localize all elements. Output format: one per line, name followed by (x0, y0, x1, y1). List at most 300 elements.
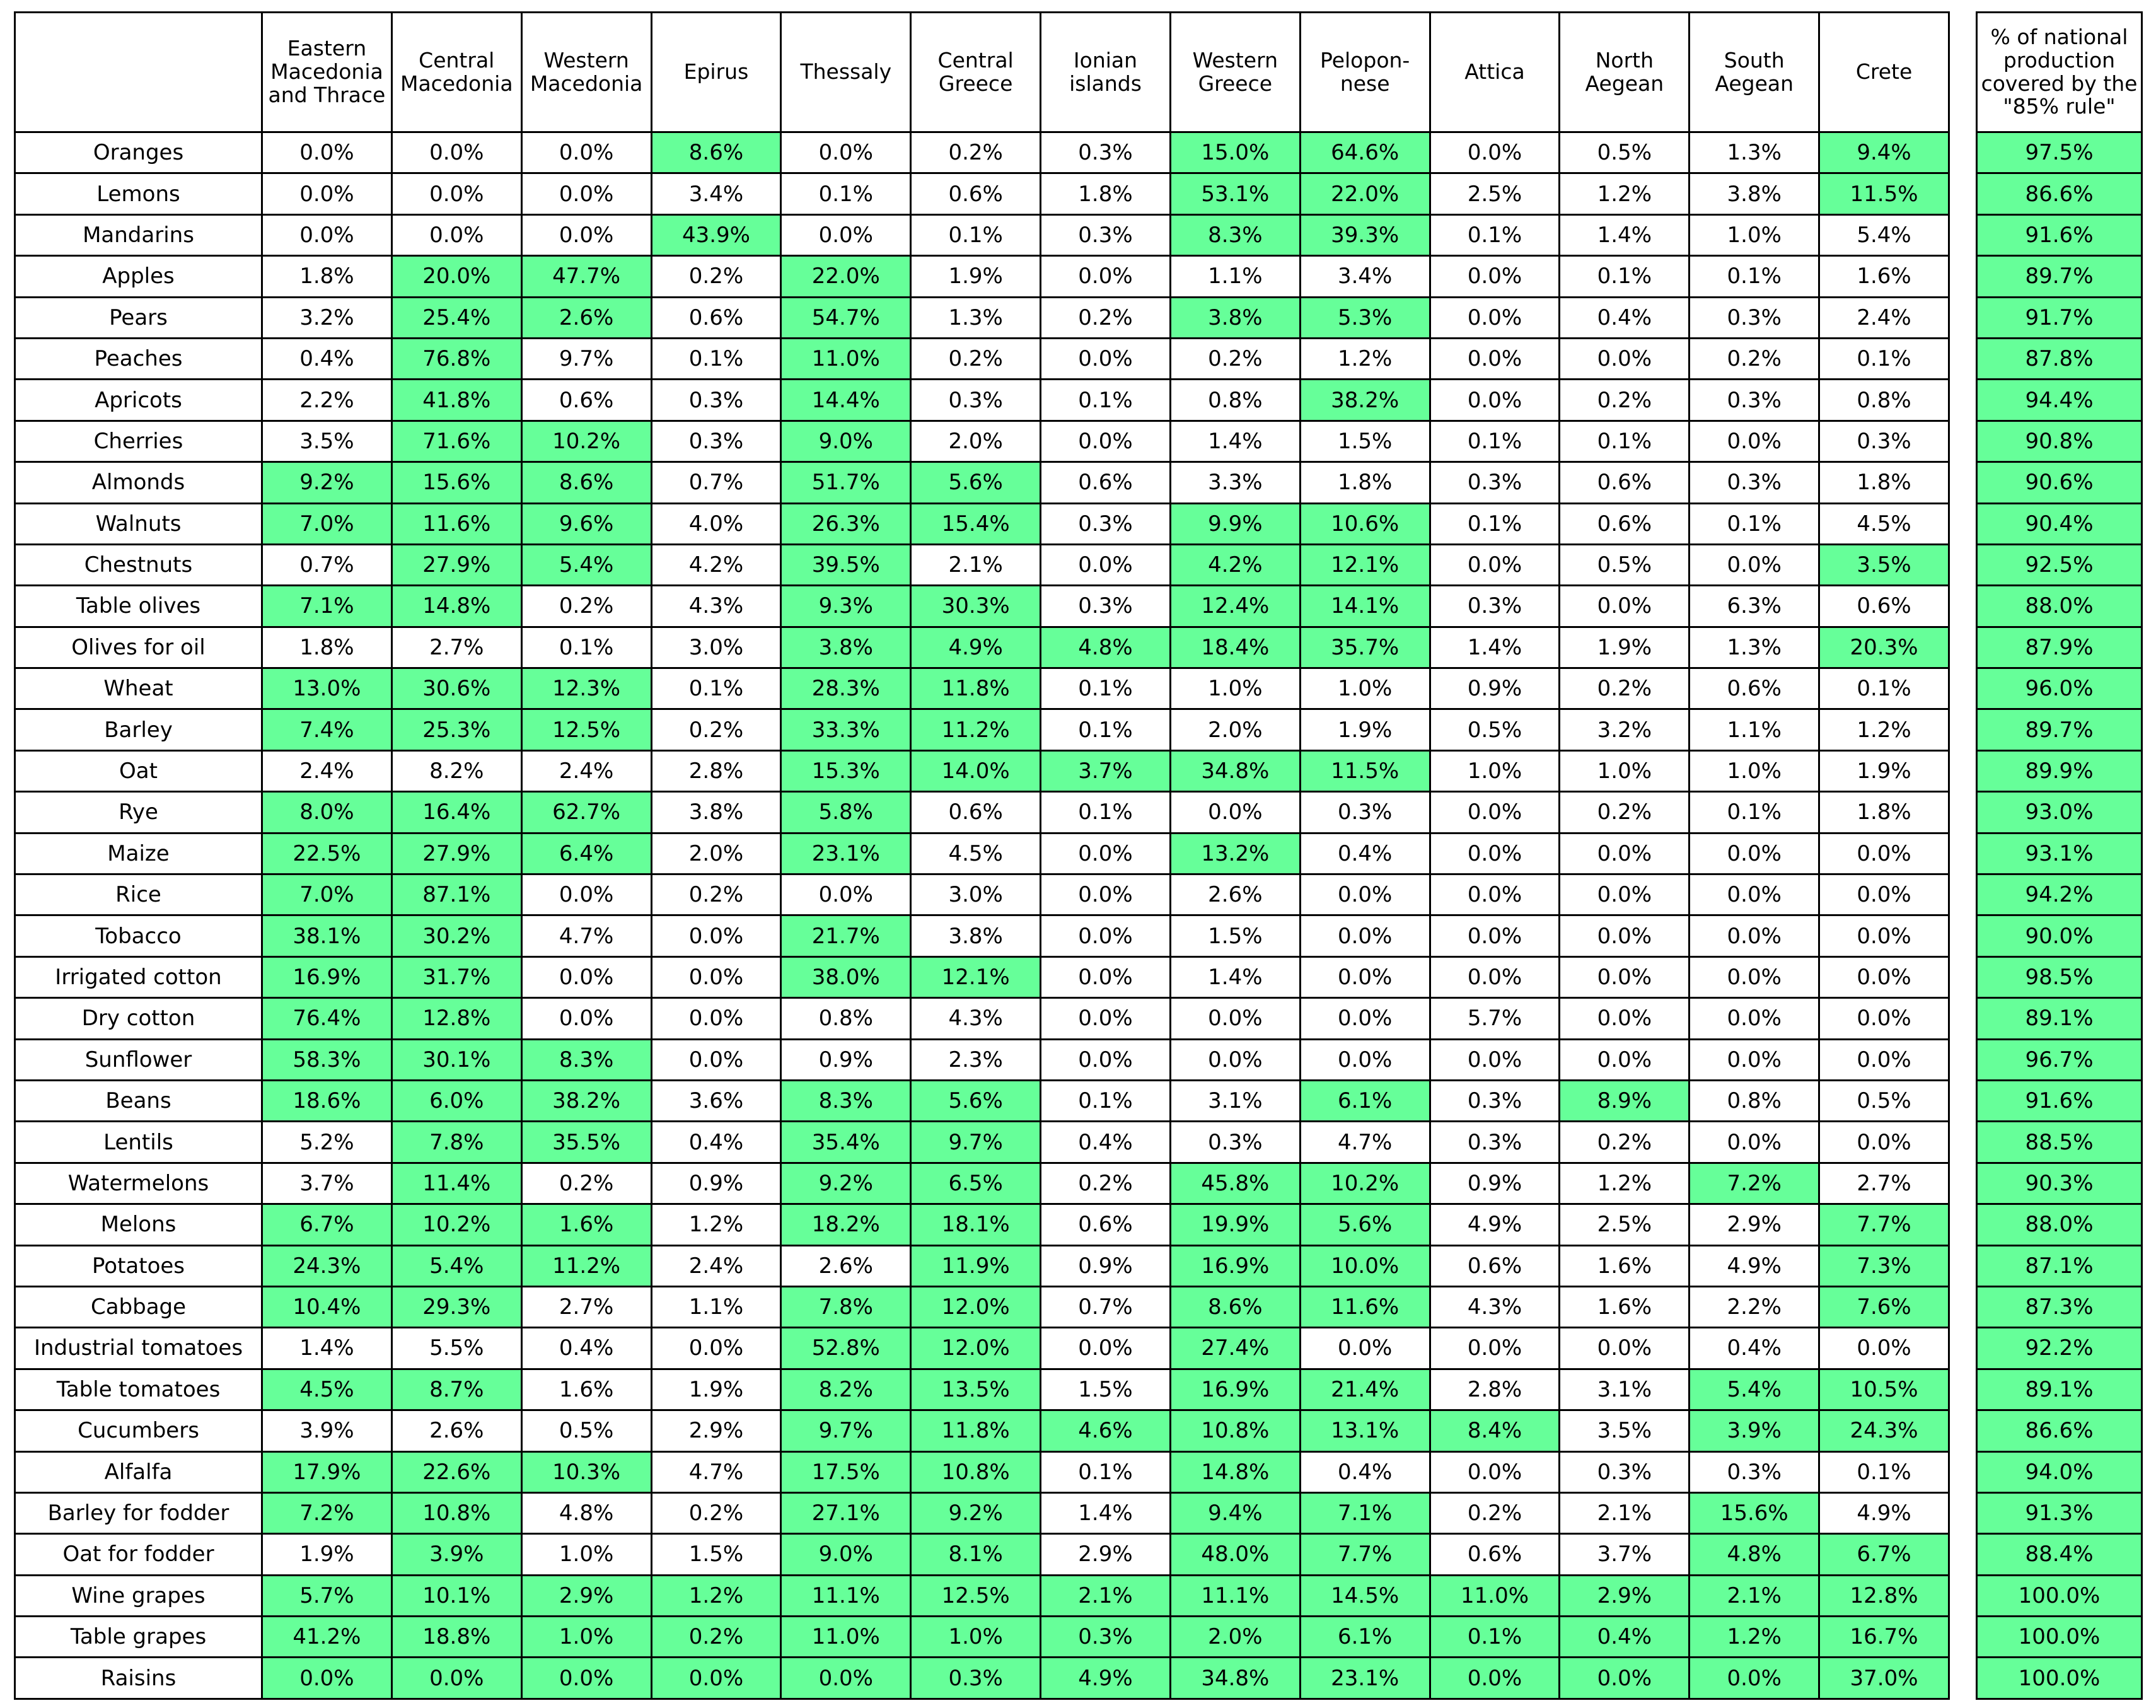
value-cell-cg: 15.4% (911, 503, 1041, 544)
value-cell-th: 0.1% (781, 173, 911, 214)
coverage-value-cell: 91.6% (1977, 1080, 2142, 1121)
value-cell-io: 0.1% (1041, 668, 1171, 709)
coverage-value-cell: 100.0% (1977, 1658, 2142, 1699)
coverage-value-cell: 89.1% (1977, 998, 2142, 1039)
value-cell-at: 0.0% (1430, 297, 1560, 338)
coverage-row (1977, 256, 2142, 297)
value-cell-at: 0.6% (1430, 1534, 1560, 1575)
row-label: Walnuts (15, 503, 262, 544)
value-cell-wg: 1.5% (1170, 915, 1300, 956)
value-cell-io: 0.0% (1041, 1328, 1171, 1369)
value-cell-wm: 0.2% (521, 1163, 651, 1204)
value-cell-cr: 0.0% (1819, 998, 1949, 1039)
coverage-value-cell: 98.5% (1977, 956, 2142, 997)
value-cell-cr: 0.1% (1819, 338, 1949, 379)
value-cell-sa: 0.3% (1689, 1451, 1819, 1492)
value-cell-io: 1.5% (1041, 1369, 1171, 1410)
value-cell-cg: 1.3% (911, 297, 1041, 338)
value-cell-th: 3.8% (781, 627, 911, 668)
value-cell-io: 0.3% (1041, 586, 1171, 627)
value-cell-cr: 5.4% (1819, 214, 1949, 255)
value-cell-io: 3.7% (1041, 750, 1171, 791)
coverage-row (1977, 833, 2142, 874)
value-cell-cm: 10.1% (391, 1575, 521, 1616)
coverage-value-cell: 94.2% (1977, 874, 2142, 915)
coverage-value-cell: 88.4% (1977, 1534, 2142, 1575)
value-cell-cr: 0.0% (1819, 1122, 1949, 1163)
value-cell-ep: 0.6% (651, 297, 781, 338)
row-label: Apples (15, 256, 262, 297)
value-cell-cr: 1.8% (1819, 792, 1949, 833)
value-cell-th: 0.9% (781, 1039, 911, 1080)
value-cell-wg: 0.0% (1170, 792, 1300, 833)
value-cell-pe: 0.3% (1300, 792, 1430, 833)
value-cell-pe: 6.1% (1300, 1617, 1430, 1658)
value-cell-io: 0.0% (1041, 833, 1171, 874)
value-cell-pe: 0.0% (1300, 1328, 1430, 1369)
row-label: Cabbage (15, 1286, 262, 1327)
value-cell-ep: 8.6% (651, 132, 781, 173)
value-cell-cm: 11.4% (391, 1163, 521, 1204)
row-label: Dry cotton (15, 998, 262, 1039)
value-cell-cr: 0.0% (1819, 956, 1949, 997)
value-cell-cg: 0.6% (911, 792, 1041, 833)
coverage-row (1977, 1163, 2142, 1204)
coverage-row (1977, 586, 2142, 627)
value-cell-cg: 1.9% (911, 256, 1041, 297)
coverage-value-cell: 92.2% (1977, 1328, 2142, 1369)
value-cell-cg: 13.5% (911, 1369, 1041, 1410)
value-cell-io: 0.9% (1041, 1245, 1171, 1286)
value-cell-at: 1.0% (1430, 750, 1560, 791)
value-cell-wg: 27.4% (1170, 1328, 1300, 1369)
value-cell-wg: 3.3% (1170, 462, 1300, 503)
value-cell-pe: 11.5% (1300, 750, 1430, 791)
value-cell-io: 2.1% (1041, 1575, 1171, 1616)
value-cell-cg: 9.2% (911, 1492, 1041, 1533)
value-cell-cm: 71.6% (391, 421, 521, 462)
value-cell-ep: 43.9% (651, 214, 781, 255)
value-cell-pe: 11.6% (1300, 1286, 1430, 1327)
coverage-value-cell: 92.5% (1977, 544, 2142, 585)
value-cell-cr: 6.7% (1819, 1534, 1949, 1575)
value-cell-io: 0.0% (1041, 956, 1171, 997)
table-row (15, 503, 1949, 544)
coverage-row (1977, 462, 2142, 503)
value-cell-emt: 0.7% (262, 544, 392, 585)
value-cell-cg: 0.6% (911, 173, 1041, 214)
coverage-row (1977, 1534, 2142, 1575)
value-cell-emt: 0.4% (262, 338, 392, 379)
table-row (15, 1163, 1949, 1204)
coverage-value-cell: 93.0% (1977, 792, 2142, 833)
regional-production-table (14, 11, 1950, 1700)
value-cell-na: 2.5% (1560, 1204, 1689, 1245)
value-cell-cg: 5.6% (911, 462, 1041, 503)
value-cell-emt: 6.7% (262, 1204, 392, 1245)
value-cell-sa: 4.9% (1689, 1245, 1819, 1286)
value-cell-cg: 6.5% (911, 1163, 1041, 1204)
row-label: Raisins (15, 1658, 262, 1699)
value-cell-na: 8.9% (1560, 1080, 1689, 1121)
table-row (15, 1410, 1949, 1451)
value-cell-wg: 13.2% (1170, 833, 1300, 874)
value-cell-wg: 1.0% (1170, 668, 1300, 709)
coverage-value-cell: 97.5% (1977, 132, 2142, 173)
value-cell-na: 0.0% (1560, 1328, 1689, 1369)
value-cell-ep: 0.0% (651, 998, 781, 1039)
value-cell-cm: 2.7% (391, 627, 521, 668)
value-cell-wg: 16.9% (1170, 1245, 1300, 1286)
value-cell-ep: 3.0% (651, 627, 781, 668)
value-cell-pe: 21.4% (1300, 1369, 1430, 1410)
coverage-value-cell: 87.3% (1977, 1286, 2142, 1327)
value-cell-ep: 3.8% (651, 792, 781, 833)
value-cell-ep: 0.1% (651, 338, 781, 379)
value-cell-th: 0.0% (781, 1658, 911, 1699)
value-cell-emt: 7.1% (262, 586, 392, 627)
value-cell-at: 1.4% (1430, 627, 1560, 668)
value-cell-th: 2.6% (781, 1245, 911, 1286)
value-cell-sa: 0.1% (1689, 256, 1819, 297)
value-cell-wm: 10.2% (521, 421, 651, 462)
value-cell-sa: 0.1% (1689, 792, 1819, 833)
value-cell-cm: 27.9% (391, 544, 521, 585)
row-label: Lentils (15, 1122, 262, 1163)
value-cell-io: 1.8% (1041, 173, 1171, 214)
value-cell-na: 0.1% (1560, 256, 1689, 297)
row-label: Table tomatoes (15, 1369, 262, 1410)
value-cell-cg: 0.2% (911, 338, 1041, 379)
value-cell-ep: 3.6% (651, 1080, 781, 1121)
value-cell-sa: 0.3% (1689, 462, 1819, 503)
table-row (15, 1245, 1949, 1286)
value-cell-cm: 25.3% (391, 709, 521, 750)
value-cell-ep: 0.2% (651, 1617, 781, 1658)
value-cell-io: 0.0% (1041, 338, 1171, 379)
value-cell-io: 0.4% (1041, 1122, 1171, 1163)
coverage-row (1977, 1617, 2142, 1658)
coverage-row (1977, 338, 2142, 379)
value-cell-na: 0.6% (1560, 503, 1689, 544)
value-cell-ep: 0.3% (651, 421, 781, 462)
value-cell-pe: 0.4% (1300, 833, 1430, 874)
value-cell-na: 0.0% (1560, 338, 1689, 379)
value-cell-io: 0.6% (1041, 462, 1171, 503)
value-cell-wg: 45.8% (1170, 1163, 1300, 1204)
value-cell-na: 0.6% (1560, 462, 1689, 503)
value-cell-emt: 76.4% (262, 998, 392, 1039)
value-cell-cm: 7.8% (391, 1122, 521, 1163)
coverage-value-cell: 91.3% (1977, 1492, 2142, 1533)
row-label: Tobacco (15, 915, 262, 956)
value-cell-cm: 8.2% (391, 750, 521, 791)
value-cell-emt: 4.5% (262, 1369, 392, 1410)
value-cell-cg: 5.6% (911, 1080, 1041, 1121)
value-cell-emt: 41.2% (262, 1617, 392, 1658)
coverage-row (1977, 709, 2142, 750)
value-cell-cr: 0.0% (1819, 874, 1949, 915)
coverage-value-cell: 91.6% (1977, 214, 2142, 255)
value-cell-th: 0.8% (781, 998, 911, 1039)
value-cell-wm: 62.7% (521, 792, 651, 833)
value-cell-at: 0.0% (1430, 1451, 1560, 1492)
value-cell-at: 0.0% (1430, 1039, 1560, 1080)
value-cell-ep: 0.1% (651, 668, 781, 709)
row-label: Melons (15, 1204, 262, 1245)
coverage-value-cell: 90.0% (1977, 915, 2142, 956)
value-cell-na: 1.2% (1560, 1163, 1689, 1204)
value-cell-wm: 0.1% (521, 627, 651, 668)
value-cell-wm: 0.0% (521, 874, 651, 915)
value-cell-th: 54.7% (781, 297, 911, 338)
value-cell-na: 3.7% (1560, 1534, 1689, 1575)
value-cell-cm: 10.8% (391, 1492, 521, 1533)
row-label: Oat (15, 750, 262, 791)
value-cell-at: 0.0% (1430, 338, 1560, 379)
row-label: Olives for oil (15, 627, 262, 668)
value-cell-th: 23.1% (781, 833, 911, 874)
table-row (15, 792, 1949, 833)
value-cell-sa: 2.2% (1689, 1286, 1819, 1327)
value-cell-ep: 1.5% (651, 1534, 781, 1575)
value-cell-cg: 1.0% (911, 1617, 1041, 1658)
value-cell-emt: 13.0% (262, 668, 392, 709)
value-cell-sa: 0.0% (1689, 1122, 1819, 1163)
value-cell-io: 0.3% (1041, 132, 1171, 173)
value-cell-cg: 4.9% (911, 627, 1041, 668)
coverage-row (1977, 214, 2142, 255)
value-cell-th: 39.5% (781, 544, 911, 585)
value-cell-na: 0.0% (1560, 874, 1689, 915)
value-cell-cr: 37.0% (1819, 1658, 1949, 1699)
coverage-row (1977, 792, 2142, 833)
value-cell-cr: 24.3% (1819, 1410, 1949, 1451)
value-cell-th: 9.0% (781, 1534, 911, 1575)
value-cell-pe: 1.2% (1300, 338, 1430, 379)
coverage-row (1977, 421, 2142, 462)
value-cell-pe: 5.3% (1300, 297, 1430, 338)
value-cell-cg: 11.2% (911, 709, 1041, 750)
table-row (15, 544, 1949, 585)
table-row (15, 173, 1949, 214)
value-cell-ep: 0.3% (651, 380, 781, 421)
value-cell-sa: 1.0% (1689, 214, 1819, 255)
table-row (15, 915, 1949, 956)
coverage-row (1977, 915, 2142, 956)
row-label: Peaches (15, 338, 262, 379)
value-cell-na: 1.2% (1560, 173, 1689, 214)
table-row (15, 1492, 1949, 1533)
value-cell-th: 26.3% (781, 503, 911, 544)
coverage-value-cell: 87.9% (1977, 627, 2142, 668)
table-row (15, 1080, 1949, 1121)
value-cell-ep: 0.0% (651, 1658, 781, 1699)
value-cell-na: 0.2% (1560, 792, 1689, 833)
coverage-row (1977, 998, 2142, 1039)
row-label: Oranges (15, 132, 262, 173)
value-cell-emt: 7.2% (262, 1492, 392, 1533)
value-cell-emt: 10.4% (262, 1286, 392, 1327)
value-cell-na: 0.2% (1560, 1122, 1689, 1163)
value-cell-at: 0.0% (1430, 1328, 1560, 1369)
coverage-value-cell: 89.1% (1977, 1369, 2142, 1410)
value-cell-na: 0.2% (1560, 380, 1689, 421)
value-cell-ep: 1.1% (651, 1286, 781, 1327)
value-cell-ep: 1.2% (651, 1575, 781, 1616)
value-cell-wg: 0.8% (1170, 380, 1300, 421)
value-cell-emt: 2.4% (262, 750, 392, 791)
value-cell-cg: 0.1% (911, 214, 1041, 255)
value-cell-ep: 0.4% (651, 1122, 781, 1163)
value-cell-at: 11.0% (1430, 1575, 1560, 1616)
value-cell-ep: 4.2% (651, 544, 781, 585)
value-cell-at: 0.1% (1430, 214, 1560, 255)
coverage-value-cell: 96.0% (1977, 668, 2142, 709)
value-cell-cg: 30.3% (911, 586, 1041, 627)
value-cell-pe: 4.7% (1300, 1122, 1430, 1163)
value-cell-ep: 2.0% (651, 833, 781, 874)
value-cell-sa: 0.0% (1689, 956, 1819, 997)
value-cell-pe: 10.0% (1300, 1245, 1430, 1286)
value-cell-cg: 2.1% (911, 544, 1041, 585)
value-cell-wm: 0.0% (521, 173, 651, 214)
value-cell-pe: 1.9% (1300, 709, 1430, 750)
row-label: Irrigated cotton (15, 956, 262, 997)
value-cell-wm: 1.6% (521, 1204, 651, 1245)
value-cell-th: 21.7% (781, 915, 911, 956)
value-cell-io: 2.9% (1041, 1534, 1171, 1575)
value-cell-cr: 1.8% (1819, 462, 1949, 503)
table-row (15, 833, 1949, 874)
value-cell-wg: 18.4% (1170, 627, 1300, 668)
coverage-value-cell: 94.0% (1977, 1451, 2142, 1492)
value-cell-wg: 1.1% (1170, 256, 1300, 297)
table-row (15, 380, 1949, 421)
value-cell-cr: 3.5% (1819, 544, 1949, 585)
value-cell-io: 4.6% (1041, 1410, 1171, 1451)
value-cell-io: 0.2% (1041, 1163, 1171, 1204)
value-cell-at: 5.7% (1430, 998, 1560, 1039)
value-cell-emt: 1.8% (262, 256, 392, 297)
value-cell-cr: 0.0% (1819, 915, 1949, 956)
value-cell-wm: 4.8% (521, 1492, 651, 1533)
value-cell-sa: 0.0% (1689, 421, 1819, 462)
header-row (15, 13, 1949, 132)
value-cell-cm: 8.7% (391, 1369, 521, 1410)
table-row (15, 421, 1949, 462)
coverage-value-cell: 90.3% (1977, 1163, 2142, 1204)
coverage-value-cell: 93.1% (1977, 833, 2142, 874)
value-cell-na: 0.5% (1560, 544, 1689, 585)
value-cell-ep: 0.9% (651, 1163, 781, 1204)
row-label: Sunflower (15, 1039, 262, 1080)
value-cell-emt: 7.0% (262, 503, 392, 544)
value-cell-cg: 12.0% (911, 1286, 1041, 1327)
value-cell-cm: 30.2% (391, 915, 521, 956)
value-cell-wg: 19.9% (1170, 1204, 1300, 1245)
row-label: Table olives (15, 586, 262, 627)
coverage-header-row (1977, 13, 2142, 132)
value-cell-sa: 1.3% (1689, 627, 1819, 668)
value-cell-io: 0.1% (1041, 792, 1171, 833)
row-label: Barley for fodder (15, 1492, 262, 1533)
value-cell-ep: 0.2% (651, 709, 781, 750)
value-cell-cg: 10.8% (911, 1451, 1041, 1492)
coverage-row (1977, 380, 2142, 421)
value-cell-th: 52.8% (781, 1328, 911, 1369)
value-cell-wm: 2.9% (521, 1575, 651, 1616)
value-cell-wg: 14.8% (1170, 1451, 1300, 1492)
national-coverage-table (1976, 11, 2143, 1700)
value-cell-cr: 0.0% (1819, 1328, 1949, 1369)
value-cell-na: 1.6% (1560, 1286, 1689, 1327)
coverage-row (1977, 668, 2142, 709)
coverage-value-cell: 87.1% (1977, 1245, 2142, 1286)
coverage-row (1977, 1492, 2142, 1533)
value-cell-na: 1.0% (1560, 750, 1689, 791)
value-cell-th: 0.0% (781, 874, 911, 915)
value-cell-wg: 4.2% (1170, 544, 1300, 585)
coverage-row (1977, 1122, 2142, 1163)
value-cell-sa: 15.6% (1689, 1492, 1819, 1533)
value-cell-wm: 0.6% (521, 380, 651, 421)
row-label: Alfalfa (15, 1451, 262, 1492)
coverage-row (1977, 1410, 2142, 1451)
row-label: Apricots (15, 380, 262, 421)
value-cell-ep: 0.0% (651, 915, 781, 956)
value-cell-emt: 16.9% (262, 956, 392, 997)
value-cell-cr: 0.1% (1819, 668, 1949, 709)
value-cell-sa: 3.8% (1689, 173, 1819, 214)
value-cell-th: 51.7% (781, 462, 911, 503)
value-cell-cr: 7.3% (1819, 1245, 1949, 1286)
value-cell-pe: 0.0% (1300, 915, 1430, 956)
value-cell-pe: 1.5% (1300, 421, 1430, 462)
table-row (15, 256, 1949, 297)
value-cell-at: 0.3% (1430, 1080, 1560, 1121)
value-cell-pe: 0.0% (1300, 874, 1430, 915)
value-cell-cg: 2.3% (911, 1039, 1041, 1080)
coverage-row (1977, 1204, 2142, 1245)
coverage-value-cell: 90.4% (1977, 503, 2142, 544)
coverage-row (1977, 173, 2142, 214)
value-cell-ep: 0.0% (651, 1328, 781, 1369)
value-cell-at: 0.5% (1430, 709, 1560, 750)
value-cell-cg: 0.2% (911, 132, 1041, 173)
value-cell-wg: 12.4% (1170, 586, 1300, 627)
coverage-row (1977, 1039, 2142, 1080)
value-cell-wm: 1.0% (521, 1617, 651, 1658)
coverage-value-cell: 100.0% (1977, 1617, 2142, 1658)
value-cell-cg: 12.0% (911, 1328, 1041, 1369)
value-cell-cm: 16.4% (391, 792, 521, 833)
value-cell-pe: 14.5% (1300, 1575, 1430, 1616)
value-cell-th: 15.3% (781, 750, 911, 791)
coverage-value-cell: 88.5% (1977, 1122, 2142, 1163)
column-header-at: Attica (1430, 13, 1560, 132)
value-cell-cm: 30.1% (391, 1039, 521, 1080)
value-cell-at: 0.2% (1430, 1492, 1560, 1533)
value-cell-cg: 11.8% (911, 1410, 1041, 1451)
value-cell-io: 0.6% (1041, 1204, 1171, 1245)
value-cell-io: 0.3% (1041, 1617, 1171, 1658)
value-cell-at: 8.4% (1430, 1410, 1560, 1451)
row-label: Beans (15, 1080, 262, 1121)
value-cell-at: 0.0% (1430, 915, 1560, 956)
value-cell-ep: 0.2% (651, 1492, 781, 1533)
value-cell-io: 0.1% (1041, 1080, 1171, 1121)
